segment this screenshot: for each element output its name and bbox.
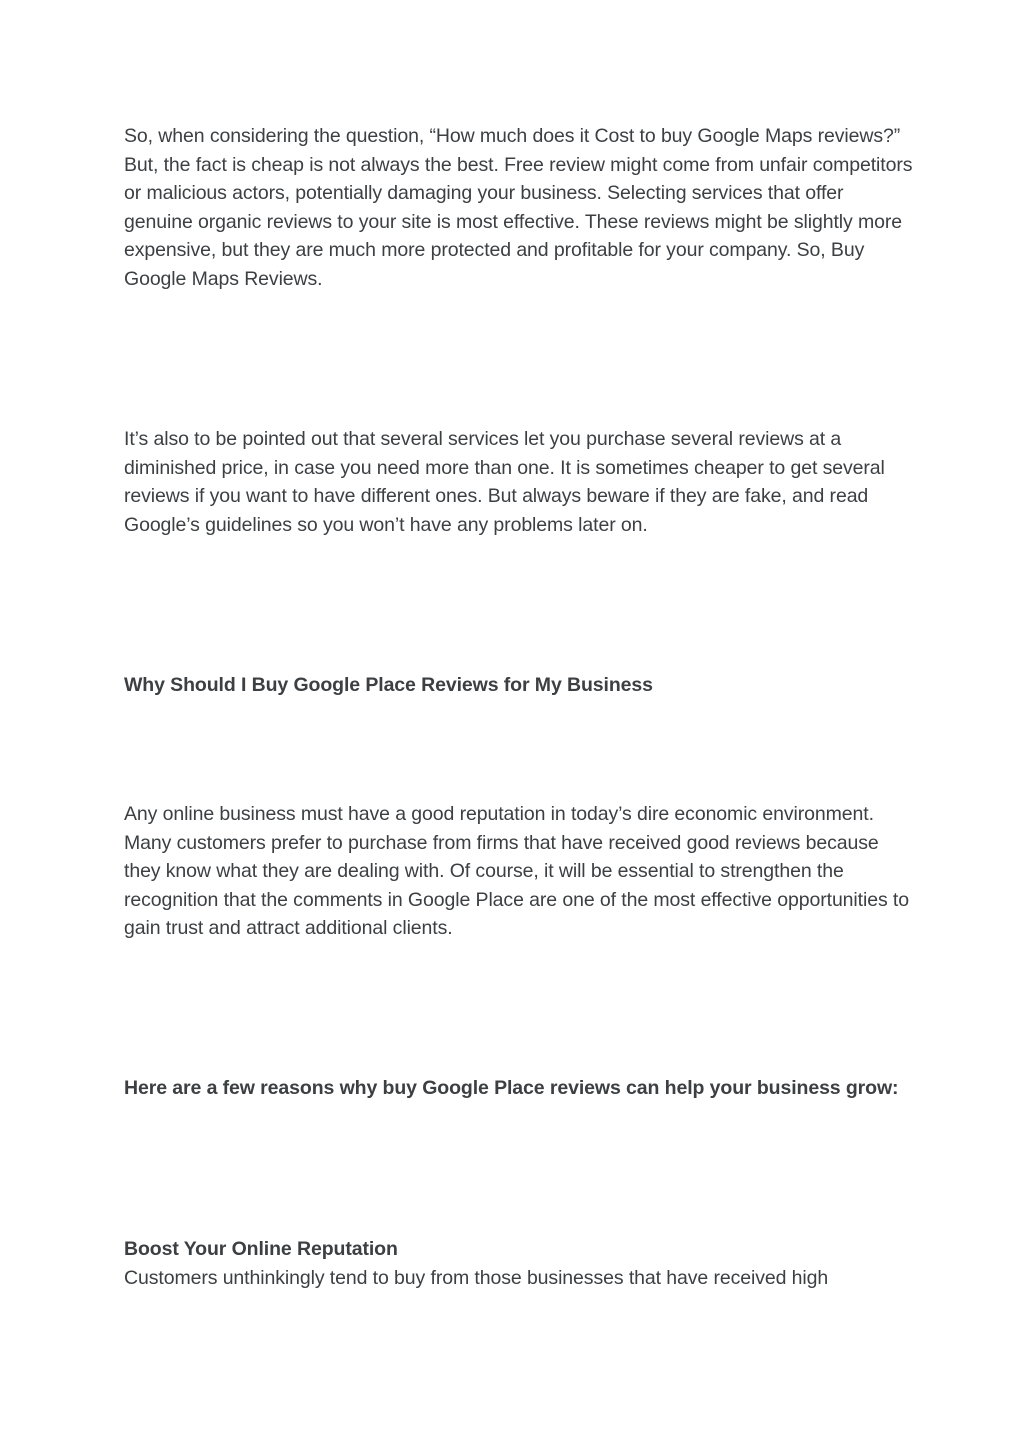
paragraph-cost: So, when considering the question, “How much does it Cost to buy Google Maps reviews?” But, the fact is cheap is not always the best. Free review might come from unfair competitors or malicious actors, potentially damaging your business. Selecting services that offer genuine organic reviews to your site is most effective. These reviews might be slightly more expensive, but they are much more protected and profitable for your company. So, Buy Google Maps Reviews. [124,125,913,290]
paragraph-bulk-reviews: It’s also to be pointed out that several services let you purchase several reviews at a diminished price, in case you need more than one. It is sometimes cheaper to get several reviews if you want to have different ones. But always beware if they are fake, and read Google’s guidelines so you won’t have any problems later on. [124,428,885,536]
heading-reasons: Here are a few reasons why buy Google Place reviews can help your business grow: [124,1077,899,1099]
paragraph-customers: Customers unthinkingly tend to buy from those businesses that have received high [124,1267,829,1289]
heading-why-buy: Why Should I Buy Google Place Reviews for My Business [124,674,653,696]
heading-boost-reputation: Boost Your Online Reputation [124,1238,398,1260]
paragraph-reputation: Any online business must have a good reputation in today’s dire economic environment. Many customers prefer to purchase from firms that have received good reviews because they know what they are dealing with. Of course, it will be essential to strengthen the recognition that the comments in Google Place are one of the most effective opportunities to gain trust and attract additional clients. [124,803,909,939]
